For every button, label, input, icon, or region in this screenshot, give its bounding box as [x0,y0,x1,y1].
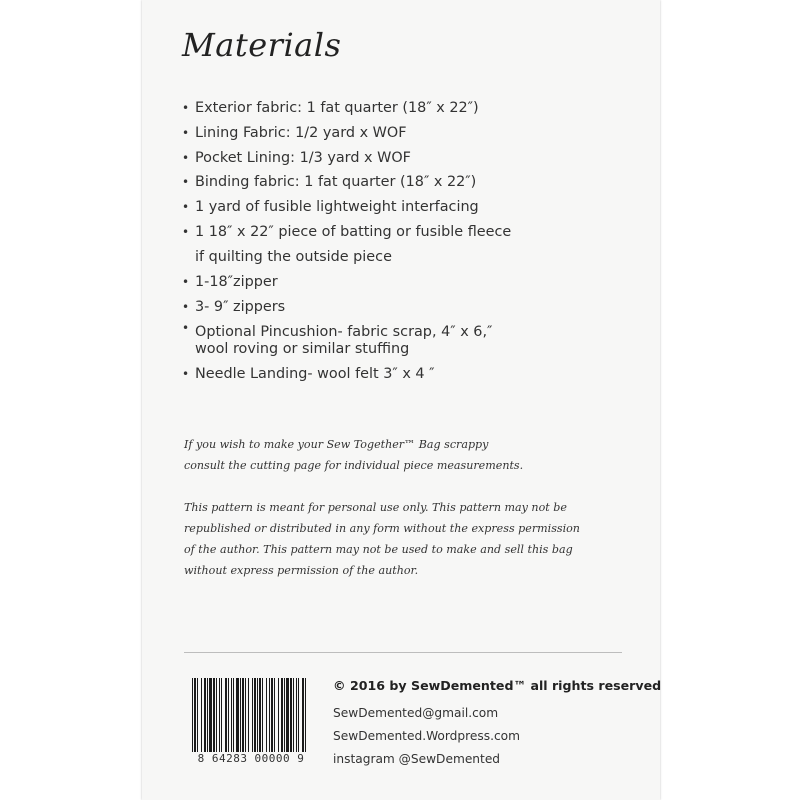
list-item: • Pocket Lining: 1/3 yard x WOF [182,146,642,171]
barcode-bar [216,678,217,754]
barcode-bar [254,678,256,754]
barcode-bar [281,678,283,754]
barcode-bar [209,678,212,754]
bullet-icon: • [182,320,190,335]
list-item: • Optional Pincushion- fabric scrap, 4″ x 6,″ wool roving or similar stuffing [182,320,493,357]
list-item: • Binding fabric: 1 fat quarter (18″ x 22″) [182,170,642,195]
bullet-icon: • [182,125,190,140]
list-item: • Lining Fabric: 1/2 yard x WOF [182,121,642,146]
usage-notice: This pattern is meant for personal use only. This pattern may not be republished or distributed in any form without the express permission of the author. This pattern may not be used to make and sell this bag without express permission of the author. [184,501,580,577]
barcode-bar [284,678,285,754]
list-item: • Exterior fabric: 1 fat quarter (18″ x 22″) [182,96,642,121]
list-item: • Needle Landing- wool felt 3″ x 4 ″ [182,362,642,387]
bullet-icon: • [182,366,190,381]
barcode-bar [225,678,227,754]
barcode-bar [197,678,198,754]
barcode-bar [293,678,294,754]
bullet-icon: • [182,224,190,239]
barcode-bar [207,678,208,754]
bullet-icon: • [182,200,190,215]
list-item: • 1-18″zipper [182,270,642,295]
bullet-icon: • [182,101,190,115]
barcode-bar [252,678,253,754]
list-item: • 1 yard of fusible lightweight interfacing [182,195,642,220]
materials-list [182,96,642,386]
bullet-icon: • [182,175,190,190]
barcode-bar [231,678,232,754]
instagram-text: instagram @SewDemented [333,752,501,766]
barcode-bar [213,678,215,754]
barcode-bar [221,678,222,754]
barcode-number: 8 64283 00000 9 [186,752,316,765]
bullet-icon: • [182,299,190,314]
list-item: • 1 18″ x 22″ piece of batting or fusible fleece if quilting the outside piece [182,220,642,270]
barcode-bar [286,678,289,754]
barcode-bar [298,678,299,754]
list-item: • 3- 9″ zippers [182,295,642,320]
barcode-bar [257,678,258,754]
barcode-bar [269,678,270,754]
bullet-icon: • [182,150,190,165]
barcode-bar [242,678,244,754]
barcode-bar [204,678,206,754]
barcode-bar [201,678,202,754]
scrappy-note: If you wish to make your Sew Together™ Bag scrappy consult the cutting page for individual piece measurements. [184,438,524,472]
contact-info [333,702,520,771]
barcode-bar [240,678,241,754]
email-text: SewDemented@gmail.com [333,706,499,720]
barcode-bar [290,678,292,754]
website-text: SewDemented.Wordpress.com [333,729,520,743]
barcode-bar [266,678,267,754]
barcode-bar [236,678,239,754]
barcode-bar [233,678,234,754]
barcode-bar [248,678,249,754]
barcode-bar [274,678,275,754]
barcode-bar [259,678,261,754]
barcode-bar [262,678,263,754]
materials-heading: Materials [182,26,342,64]
barcode-bar [219,678,220,754]
barcode-bar [271,678,273,754]
barcode-bar [228,678,229,754]
barcode-bar [296,678,297,754]
barcode-bar [245,678,246,754]
bullet-icon: • [182,274,190,289]
barcode-bar [278,678,279,754]
divider [184,652,622,653]
copyright-notice: © 2016 by SewDemented™ all rights reserved [333,678,662,693]
